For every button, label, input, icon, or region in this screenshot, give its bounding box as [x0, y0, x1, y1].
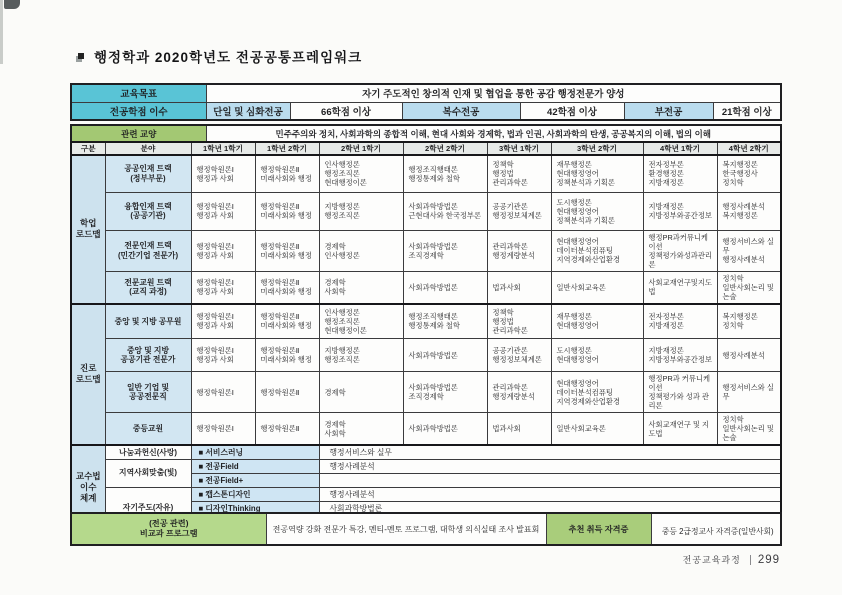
extracurricular-programs: 전공역량 강화 전문가 특강, 멘티-멘토 프로그램, 대학생 의식실태 조사 발표회 — [266, 513, 546, 545]
course-line: 복지행정론 — [722, 160, 758, 170]
course-cell — [487, 413, 551, 446]
course-cell — [551, 372, 643, 413]
course-line: 법과사회 — [492, 424, 521, 433]
course-line: 행정학원론Ⅰ — [196, 424, 234, 433]
course-cell — [319, 413, 403, 446]
curriculum-column-header: 분야 — [105, 142, 191, 155]
course-line: 사회과학방법론 — [408, 282, 458, 292]
course-line: 행정사례분석 — [722, 255, 765, 264]
course-cell — [551, 230, 643, 271]
course-line: 현대행정영어 — [556, 378, 599, 388]
course-line: 사회학 — [324, 428, 346, 438]
course-cell — [487, 155, 551, 192]
course-line: 환경행정론 — [648, 169, 684, 179]
course-line: 행정조직론 — [324, 355, 360, 364]
course-cell — [487, 192, 551, 230]
course-line: 지역경제와산업환경 — [556, 255, 620, 264]
method-course-cell — [319, 473, 781, 487]
course-line: 행정학원론Ⅰ — [196, 387, 234, 397]
field-label-cell — [105, 459, 191, 487]
course-cell — [191, 413, 255, 446]
course-line: 행정조직론 — [324, 316, 360, 326]
curriculum-header — [71, 142, 781, 155]
course-line: 행정학원론Ⅱ — [260, 278, 300, 287]
course-cell — [551, 192, 643, 230]
course-cell — [255, 339, 319, 372]
liberal-row — [71, 125, 781, 142]
course-line: 행정과 사회 — [196, 355, 234, 364]
course-line: 데이터분석컴퓨팅 — [556, 246, 613, 255]
course-cell — [319, 304, 403, 339]
course-line: 현대행정이론 — [324, 178, 367, 188]
course-line: 행정학원론Ⅰ — [196, 346, 234, 355]
scan-artifact-edge — [0, 0, 3, 64]
course-cell — [191, 372, 255, 413]
course-line: 조직경제학 — [408, 250, 444, 260]
course-cell — [487, 339, 551, 372]
field-label-cell — [105, 271, 191, 304]
course-line: 행정학원론Ⅰ — [196, 164, 234, 174]
course-line: 미래사회와 행정 — [260, 287, 312, 296]
course-line: 행정통제와 철학 — [408, 321, 460, 331]
credit-type-single: 단일 및 심화전공 — [206, 102, 290, 120]
course-line: 행정조직론 — [324, 169, 360, 179]
course-cell — [255, 155, 319, 192]
course-cell — [255, 230, 319, 271]
roadmap-row — [71, 155, 781, 192]
field-label-cell — [105, 413, 191, 446]
course-line: 전자정부론 — [648, 312, 684, 322]
group-label-line: 로드맵 — [75, 374, 101, 385]
course-line: 근현대사와 한국정부론 — [408, 211, 482, 220]
course-line: 행정정보체계론 — [492, 211, 542, 220]
course-line: 사회과학방법론 — [408, 350, 458, 360]
credits-row — [71, 102, 781, 120]
course-line: 행정학원론Ⅰ — [196, 278, 234, 287]
course-line: 행정계량분석 — [492, 250, 535, 260]
course-line: 일반사회논리 및 논술 — [722, 282, 774, 301]
section-group-label — [71, 155, 105, 304]
course-cell — [551, 271, 643, 304]
method-name-cell: ■ 전공Field+ — [191, 473, 319, 487]
course-line: 행정서비스와 실무 — [722, 383, 774, 401]
course-line: 전자정부론 — [648, 160, 684, 170]
field-label-line: 일반 기업 및 — [127, 382, 169, 392]
field-label-cell — [105, 445, 191, 459]
course-line: 행정정보체계론 — [492, 355, 542, 364]
group-label-line: 체계 — [80, 492, 97, 503]
course-cell — [319, 372, 403, 413]
course-line: 재무행정론 — [556, 160, 592, 170]
course-cell — [403, 372, 487, 413]
course-line: 지방재정론 — [648, 346, 684, 355]
course-line: 지방정부와공간정보 — [648, 211, 712, 220]
field-label-line: 전문교원 트랙 — [124, 277, 172, 287]
course-line: 행정법 — [492, 316, 514, 326]
course-line: 도시행정론 — [556, 346, 592, 355]
course-line: 정치학 — [722, 415, 744, 424]
course-line: 법과사회 — [492, 282, 521, 292]
goal-label: 교육목표 — [71, 84, 206, 102]
course-cell — [643, 339, 717, 372]
course-line: 인사행정론 — [324, 160, 360, 170]
goal-row — [71, 84, 781, 102]
course-cell — [717, 339, 781, 372]
course-cell — [191, 339, 255, 372]
course-line: 행정조직론 — [324, 211, 360, 220]
course-cell — [255, 192, 319, 230]
curriculum-column-header: 2학년 2학기 — [403, 142, 487, 155]
field-label-cell — [105, 372, 191, 413]
course-line: 행정과 사회 — [196, 173, 234, 183]
course-line: 재무행정론 — [556, 312, 592, 322]
course-cell — [255, 372, 319, 413]
footer-section-label: 전공교육과정 — [682, 555, 741, 565]
course-cell — [551, 339, 643, 372]
certificate-value: 중등 2급정교사 자격증(일반사회) — [651, 513, 781, 545]
group-label-line: 이수 — [80, 481, 97, 492]
roadmap-row — [71, 413, 781, 446]
section-group-label — [71, 304, 105, 446]
course-cell — [643, 155, 717, 192]
course-cell — [319, 192, 403, 230]
course-line: 사회교재연구및지도법 — [648, 278, 712, 296]
curriculum-column-header: 4학년 1학기 — [643, 142, 717, 155]
method-name-cell: ■ 전공Field — [191, 459, 319, 473]
roadmap-row — [71, 339, 781, 372]
course-cell — [487, 271, 551, 304]
curriculum-column-header: 1학년 2학기 — [255, 142, 319, 155]
course-cell — [191, 304, 255, 339]
course-line: 미래사회와 행정 — [260, 250, 312, 260]
course-line: 경제학 — [324, 419, 346, 429]
course-line: 행정학원론Ⅱ — [260, 202, 300, 211]
course-line: 사회과학방법론 — [408, 424, 458, 433]
course-line: 정책분석과 기획론 — [556, 178, 615, 188]
course-line: 행정학원론Ⅰ — [196, 312, 234, 322]
course-line: 행정학원론Ⅰ — [196, 241, 234, 251]
course-cell — [403, 192, 487, 230]
field-label-line: (정부부문) — [130, 173, 166, 183]
course-cell — [717, 304, 781, 339]
course-cell — [643, 271, 717, 304]
course-cell — [643, 304, 717, 339]
course-cell — [255, 413, 319, 446]
course-line: 관리과학론 — [492, 325, 528, 335]
course-cell — [717, 413, 781, 446]
course-line: 행정학원론Ⅱ — [260, 424, 300, 433]
course-line: 관리과학론 — [492, 178, 528, 188]
method-course-cell: 행정사례분석 — [319, 459, 781, 473]
course-cell — [717, 192, 781, 230]
course-line: 행정조직행태론 — [408, 312, 458, 322]
course-line: 사회과학방법론 — [408, 202, 458, 211]
course-line: 일반사회논리 및 논술 — [722, 424, 774, 442]
course-cell — [191, 192, 255, 230]
course-line: 행정통제와 철학 — [408, 173, 460, 183]
course-line: 행정사례분석 — [722, 202, 765, 211]
method-course-cell: 사회과학방법론 — [319, 501, 781, 515]
page-footer — [683, 553, 780, 566]
course-line: 지방정부와공간정보 — [648, 355, 712, 364]
course-line: 행정학원론Ⅱ — [260, 312, 300, 322]
course-line: 행정조직행태론 — [408, 164, 458, 174]
course-line: 행정과 사회 — [196, 211, 234, 220]
field-label-cell — [105, 304, 191, 339]
field-label-line: (민간기업 전문가) — [117, 250, 179, 260]
field-label-line: 중등교원 — [132, 423, 164, 433]
course-line: 조직경제학 — [408, 392, 444, 401]
course-line: 경제학 — [324, 387, 346, 397]
course-line: 행정학원론Ⅰ — [196, 202, 234, 211]
course-cell — [191, 155, 255, 192]
course-line: 한국행정사 — [722, 169, 758, 179]
method-row — [71, 459, 781, 473]
curriculum-column-header: 구분 — [71, 142, 105, 155]
course-line: 경제학 — [324, 241, 346, 251]
course-line: 행정과 사회 — [196, 250, 234, 260]
course-cell — [319, 339, 403, 372]
credit-value-minor: 21학점 이상 — [713, 102, 781, 120]
course-line: 복지행정론 — [722, 211, 758, 220]
field-label-line: 나눔과헌신(사랑) — [119, 447, 177, 457]
course-cell — [717, 271, 781, 304]
course-line: 복지행정론 — [722, 312, 758, 322]
roadmap-row — [71, 230, 781, 271]
method-name-cell: ■ 디자인Thinking — [191, 501, 319, 515]
course-cell — [643, 372, 717, 413]
course-line: 관리과학론 — [492, 241, 528, 251]
course-cell — [319, 230, 403, 271]
square-bullet-icon — [78, 53, 84, 59]
course-cell — [487, 304, 551, 339]
course-line: 현대행정영어 — [556, 237, 599, 246]
liberal-label: 관련 교양 — [71, 125, 206, 142]
course-cell — [319, 271, 403, 304]
field-label-line: 공공전문직 — [129, 392, 167, 401]
course-cell — [551, 155, 643, 192]
extracurricular-table — [70, 512, 782, 546]
course-cell — [487, 372, 551, 413]
course-line: 공공기관론 — [492, 346, 528, 355]
course-cell — [319, 155, 403, 192]
course-line: 미래사회와 행정 — [260, 321, 312, 331]
course-line: 인사행정론 — [324, 307, 360, 317]
credits-label: 전공학점 이수 — [71, 102, 206, 120]
field-label-line: 공공인재 트랙 — [124, 164, 172, 174]
roadmap-row — [71, 271, 781, 304]
group-label-line: 학업 — [80, 218, 97, 229]
course-line: 공공기관론 — [492, 202, 528, 211]
course-line: 정책평가와성과관리론 — [648, 250, 712, 269]
curriculum-body — [71, 155, 781, 529]
course-cell — [403, 230, 487, 271]
extracurricular-label-line2: 비교과 프로그램 — [139, 529, 198, 538]
course-line: 현대행정이론 — [324, 325, 367, 335]
course-cell — [643, 192, 717, 230]
course-line: 미래사회와 행정 — [260, 211, 312, 220]
course-line: 미래사회와 행정 — [260, 355, 312, 364]
scan-artifact — [4, 0, 20, 9]
course-line: 행정과 사회 — [196, 321, 234, 331]
curriculum-table — [70, 141, 782, 530]
course-line: 행정학원론Ⅱ — [260, 387, 300, 397]
course-line: 도시행정론 — [556, 197, 592, 207]
course-line: 행정계량분석 — [492, 392, 535, 401]
course-line: 행정사례분석 — [722, 350, 765, 360]
certificate-label: 추천 취득 자격증 — [546, 513, 651, 545]
course-line: 지방행정론 — [324, 346, 360, 355]
course-line: 정치학 — [722, 273, 744, 283]
curriculum-column-header: 1학년 1학기 — [191, 142, 255, 155]
course-cell — [255, 271, 319, 304]
course-cell — [191, 230, 255, 271]
course-line: 사회과학방법론 — [408, 241, 458, 251]
course-line: 행정학원론Ⅱ — [260, 164, 300, 174]
course-line: 정책학 — [492, 160, 514, 170]
course-line: 정치학 — [722, 321, 744, 331]
course-line: 행정학원론Ⅱ — [260, 241, 300, 251]
extracurricular-label-line1: (전공 관련) — [149, 518, 189, 528]
course-line: 현대행정영어 — [556, 321, 599, 331]
course-cell — [717, 155, 781, 192]
course-line: 인사행정론 — [324, 250, 360, 260]
course-cell — [551, 304, 643, 339]
method-course-cell: 행정사례분석 — [319, 487, 781, 501]
field-label-line: 공공기관 전문가 — [120, 355, 176, 364]
goal-credits-table — [70, 83, 782, 121]
curriculum-column-header: 3학년 1학기 — [487, 142, 551, 155]
course-line: 정책평가와 성과 관리론 — [648, 392, 709, 410]
course-line: 정치학 — [722, 178, 744, 188]
course-line: 행정학원론Ⅱ — [260, 346, 300, 355]
roadmap-row — [71, 192, 781, 230]
field-label-cell — [105, 230, 191, 271]
course-line: 행정PR과 커뮤니케이션 — [648, 374, 711, 392]
method-row — [71, 445, 781, 459]
page-title-text: 행정학과 2020학년도 전공공통프레임워크 — [94, 50, 363, 65]
course-line: 현대행정영어 — [556, 355, 599, 364]
roadmap-row — [71, 304, 781, 339]
credit-type-double: 복수전공 — [402, 102, 520, 120]
course-line: 지방재정론 — [648, 321, 684, 331]
course-line: 현대행정영어 — [556, 169, 599, 179]
footer-page-number: 299 — [757, 553, 780, 566]
extracurricular-row — [71, 513, 781, 545]
course-line: 현대행정영어 — [556, 206, 599, 216]
credit-value-single: 66학점 이상 — [290, 102, 402, 120]
group-label-line: 로드맵 — [75, 229, 101, 240]
course-line: 행정PR과커뮤니케이션 — [648, 232, 708, 251]
course-line: 사회학 — [324, 287, 346, 296]
course-line: 일반사회교육론 — [556, 424, 606, 433]
field-label-line: 융합인재 트랙 — [124, 201, 172, 211]
footer-separator — [750, 555, 751, 565]
field-label-cell — [105, 155, 191, 192]
course-cell — [643, 230, 717, 271]
method-row — [71, 487, 781, 501]
course-line: 행정서비스와 실무 — [722, 237, 774, 255]
course-line: 관리과학론 — [492, 383, 528, 392]
course-line: 행정법 — [492, 169, 514, 179]
course-cell — [255, 304, 319, 339]
course-line: 정책분석과 기획론 — [556, 215, 615, 225]
credit-type-minor: 부전공 — [624, 102, 713, 120]
course-line: 사회과학방법론 — [408, 383, 458, 392]
course-line: 일반사회교육론 — [556, 282, 606, 292]
curriculum-column-header: 2학년 1학기 — [319, 142, 403, 155]
course-line: 경제학 — [324, 278, 346, 287]
field-label-line: (공공기관) — [130, 211, 166, 220]
liberal-value: 민주주의와 정치, 사회과학의 종합적 이해, 현대 사회와 경제학, 법과 인권, 사회과학의 탄생, 공공복지의 이해, 법의 이해 — [206, 125, 781, 142]
field-label-line: (교직 과정) — [129, 287, 167, 296]
field-label-line: 중앙 및 지방 — [127, 345, 169, 355]
curriculum-column-header: 3학년 2학기 — [551, 142, 643, 155]
field-label-line: 자기주도(자유) — [122, 503, 174, 512]
course-cell — [403, 155, 487, 192]
page-title — [78, 46, 362, 66]
field-label-line: 지역사회맞춤(빛) — [119, 468, 177, 478]
group-label-line: 진로 — [80, 363, 97, 374]
course-line: 미래사회와 행정 — [260, 173, 312, 183]
course-line: 사회교재연구 및 지도법 — [648, 419, 709, 438]
course-line: 행정과 사회 — [196, 287, 234, 296]
field-label-cell — [105, 192, 191, 230]
field-label-line: 전문인재 트랙 — [124, 241, 172, 250]
curriculum-column-header: 4학년 2학기 — [717, 142, 781, 155]
extracurricular-label — [71, 513, 266, 545]
group-label-line: 교수법 — [75, 470, 101, 481]
course-cell — [551, 413, 643, 446]
credit-value-double: 42학점 이상 — [520, 102, 624, 120]
course-cell — [717, 230, 781, 271]
course-line: 데이터분석컴퓨팅 — [556, 387, 613, 397]
roadmap-row — [71, 372, 781, 413]
course-line: 지방재정론 — [648, 202, 684, 211]
course-cell — [403, 271, 487, 304]
course-cell — [403, 339, 487, 372]
field-label-line: 중앙 및 지방 공무원 — [114, 316, 182, 326]
curriculum-header-row — [71, 142, 781, 155]
course-line: 지역경제와산업환경 — [556, 396, 620, 406]
course-line: 지방행정론 — [324, 202, 360, 211]
field-label-cell — [105, 339, 191, 372]
course-cell — [643, 413, 717, 446]
method-name-cell: ■ 캡스톤디자인 — [191, 487, 319, 501]
course-cell — [403, 304, 487, 339]
course-cell — [487, 230, 551, 271]
course-line: 지방재정론 — [648, 178, 684, 188]
course-cell — [717, 372, 781, 413]
method-course-cell: 행정서비스와 실무 — [319, 445, 781, 459]
course-cell — [403, 413, 487, 446]
course-cell — [191, 271, 255, 304]
course-line: 정책학 — [492, 307, 514, 317]
method-name-cell: ■ 서비스러닝 — [191, 445, 319, 459]
goal-value: 자기 주도적인 창의적 인재 및 협업을 통한 공감 행정전문가 양성 — [206, 84, 781, 102]
